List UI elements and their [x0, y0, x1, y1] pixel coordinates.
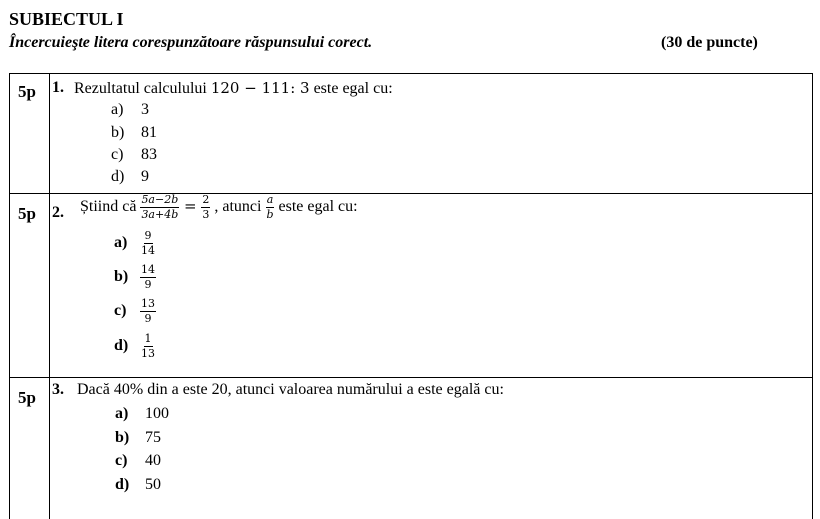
section-title: SUBIECTUL I: [9, 9, 124, 29]
answer-option-d[interactable]: d) 50: [115, 476, 161, 493]
question-number: 3.: [52, 381, 64, 398]
answer-option-d[interactable]: d) $\frac{1}{13}$: [114, 332, 155, 360]
instruction-text: Încercuieşte litera corespunzătoare răspunsului corect.: [9, 34, 373, 51]
question-points: 5p: [18, 204, 36, 223]
column-divider: [49, 378, 50, 519]
question-number: 1.: [52, 79, 64, 96]
answer-option-a[interactable]: a) $\frac{9}{14}$: [114, 229, 155, 257]
fraction-expression: $\frac{5a-2b}{3a+4b}$: [141, 193, 179, 221]
question-number: 2.: [52, 204, 64, 221]
answer-option-b[interactable]: b) $\frac{14}{9}$: [114, 263, 155, 291]
question-row-3: [10, 378, 812, 519]
answer-option-a[interactable]: a) 3: [111, 101, 149, 118]
answer-option-b[interactable]: b) 81: [111, 124, 157, 141]
question-points: 5p: [18, 388, 36, 407]
question-expression: 120 − 111: 3: [210, 79, 310, 97]
question-text: Știind că $\frac{5a-2b}{3a+4b}$ = $\frac{2}{3}$ , atunci $\frac{a}{b}$ este egal cu:: [80, 193, 358, 221]
answer-option-a[interactable]: a) 100: [115, 405, 169, 422]
answer-option-c[interactable]: c) 83: [111, 146, 157, 163]
answer-option-d[interactable]: d) 9: [111, 168, 149, 185]
section-points: (30 de puncte): [661, 34, 758, 51]
question-row-1: [10, 74, 812, 194]
question-text: Dacă 40% din a este 20, atunci valoarea numărului a este egală cu:: [77, 381, 504, 398]
questions-table: [9, 73, 813, 519]
answer-option-c[interactable]: c) 40: [115, 452, 161, 469]
question-row-2: [10, 194, 812, 378]
question-text: Rezultatul calculului 120 − 111: 3 este egal cu:: [74, 79, 393, 97]
column-divider: [49, 74, 50, 193]
answer-option-b[interactable]: b) 75: [115, 429, 161, 446]
question-points: 5p: [18, 82, 36, 101]
answer-option-c[interactable]: c) $\frac{13}{9}$: [114, 297, 155, 325]
fraction-ratio: $\frac{a}{b}$: [266, 193, 274, 221]
column-divider: [49, 194, 50, 377]
fraction-value: $\frac{2}{3}$: [202, 193, 210, 221]
